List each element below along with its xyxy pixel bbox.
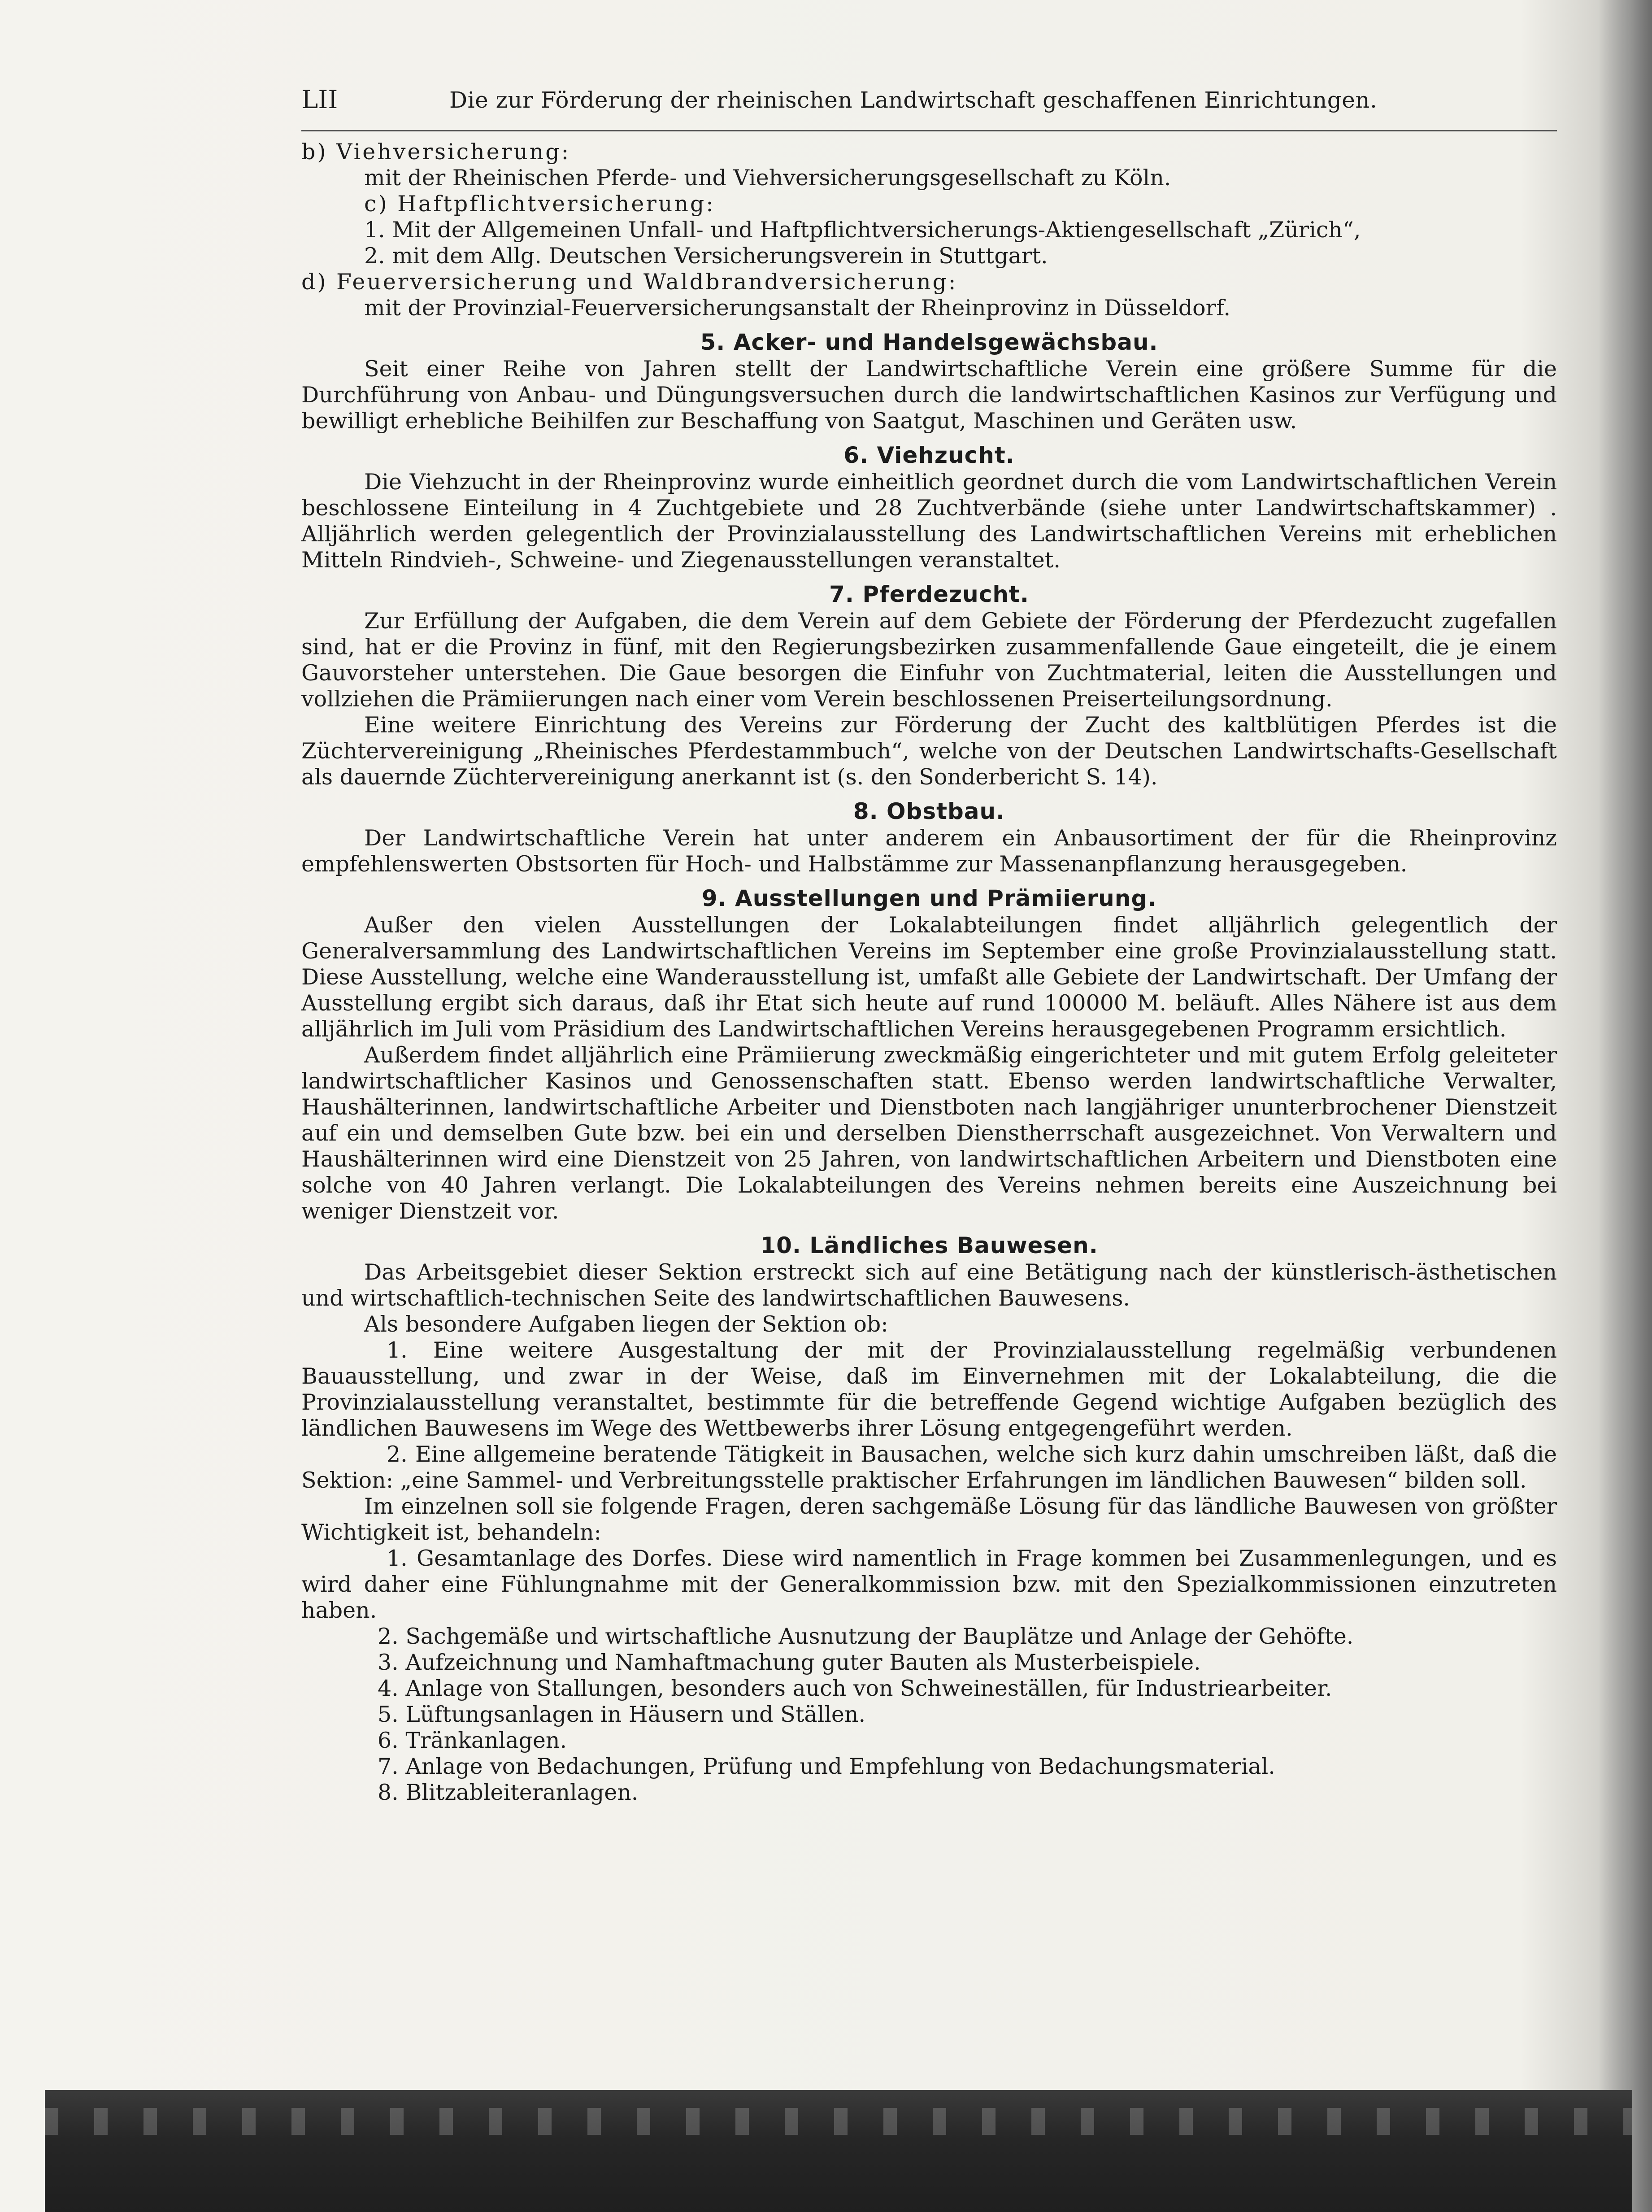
question-item-7: 7. Anlage von Bedachungen, Prüfung und Empfehlung von Bedachungsmaterial. bbox=[378, 1754, 1275, 1779]
insurance-list bbox=[301, 139, 1557, 321]
section-10-questions bbox=[301, 1546, 1557, 1806]
section-9-paragraph-2: Außerdem findet alljährlich eine Prämiierung zweckmäßig eingerichteter und mit gutem Erfolg geleiteter landwirtschaftlicher Kasinos und Genossenschaften statt. Ebenso werden landwirtschaftliche Verwalter, Haushälterinnen, landwirtschaftliche Arbeiter und Dienstboten nach langjähriger ununterbrochener Dienstzeit auf ein und demselben Gute bzw. bei ein und derselben Dienstherrschaft ausgezeichnet. Von Verwaltern und Haushälterinnen wird eine Dienstzeit von 25 Jahren, von landwirtschaftlichen Arbeitern und Dienstboten eine solche von 40 Jahren verlangt. Die Lokalabteilungen des Vereins nehmen bereits eine Auszeichnung bei weniger Dienstzeit vor. bbox=[301, 1042, 1557, 1224]
section-5-heading: 5. Acker- und Handelsgewächsbau. bbox=[700, 329, 1158, 355]
section-10-paragraph-2: Als besondere Aufgaben liegen der Sektion ob: bbox=[364, 1311, 888, 1337]
section-9-heading: 9. Ausstellungen und Prämiierung. bbox=[701, 885, 1157, 911]
section-7-heading: 7. Pferdezucht. bbox=[829, 581, 1029, 607]
insurance-c-item-1: 1. Mit der Allgemeinen Unfall- und Haftpflichtversicherungs-Aktiengesellschaft „Zürich“, bbox=[364, 217, 1361, 243]
question-item-2: 2. Sachgemäße und wirtschaftliche Ausnutzung der Bauplätze und Anlage der Gehöfte. bbox=[378, 1624, 1354, 1649]
task-item-2: 2. Eine allgemeine beratende Tätigkeit in Bausachen, welche sich kurz dahin umschreiben läßt, daß die Sektion: „eine Sammel- und Verbreitungsstelle praktischer Erfahrungen im ländlichen Bauwesen“ bilden soll. bbox=[301, 1441, 1557, 1493]
page-edge-shadow bbox=[1598, 0, 1652, 2212]
section-8-paragraph: Der Landwirtschaftliche Verein hat unter anderem ein Anbausortiment der für die Rheinprovinz empfehlenswerten Obstsorten für Hoch- und Halbstämme zur Massenanpflanzung herausgegeben. bbox=[301, 825, 1557, 877]
question-item-8: 8. Blitzableiteranlagen. bbox=[378, 1780, 639, 1805]
section-5-paragraph: Seit einer Reihe von Jahren stellt der Landwirtschaftliche Verein eine größere Summe für die Durchführung von Anbau- und Düngungsversuchen durch die landwirtschaftlichen Kasinos zur Verfügung und bewilligt erhebliche Beihilfen zur Beschaffung von Saatgut, Maschinen und Geräten usw. bbox=[301, 356, 1557, 434]
question-item-3: 3. Aufzeichnung und Namhaftmachung guter Bauten als Musterbeispiele. bbox=[378, 1650, 1201, 1675]
section-6-heading: 6. Viehzucht. bbox=[843, 442, 1015, 468]
question-item-4: 4. Anlage von Stallungen, besonders auch von Schweineställen, für Industriearbeiter. bbox=[378, 1676, 1332, 1701]
scan-bottom-noise bbox=[45, 2108, 1632, 2135]
page-body bbox=[301, 139, 1557, 1806]
section-9-paragraph-1: Außer den vielen Ausstellungen der Lokalabteilungen findet alljährlich gelegentlich der Generalversammlung des Landwirtschaftlichen Vereins im September eine große Provinzialausstellung statt. Diese Ausstellung, welche eine Wanderausstellung ist, umfaßt alle Gebiete der Landwirtschaft. Der Umfang der Ausstellung ergibt sich daraus, daß ihr Etat sich heute auf rund 100000 M. beläuft. Alles Nähere ist aus dem alljährlich im Juli vom Präsidium des Landwirtschaftlichen Vereins herausgegebenen Programm ersichtlich. bbox=[301, 912, 1557, 1042]
question-item-1: 1. Gesamtanlage des Dorfes. Diese wird namentlich in Frage kommen bei Zusammenlegungen, und es wird daher eine Fühlungnahme mit der Generalkommission bzw. mit den Spezialkommissionen einzutreten haben. bbox=[301, 1546, 1557, 1623]
question-item-5: 5. Lüftungsanlagen in Häusern und Ställen. bbox=[378, 1702, 866, 1727]
insurance-d-label: d) Feuerversicherung und Waldbrandversicherung: bbox=[301, 269, 958, 295]
insurance-b-text: mit der Rheinischen Pferde- und Viehversicherungsgesellschaft zu Köln. bbox=[364, 165, 1171, 191]
section-6-paragraph: Die Viehzucht in der Rheinprovinz wurde einheitlich geordnet durch die vom Landwirtschaftlichen Verein beschlossene Einteilung in 4 Zuchtgebiete und 28 Zuchtverbände (siehe unter Landwirtschaftskammer) . Alljährlich werden gelegentlich der Provinzialausstellung des Landwirtschaftlichen Vereins mit erheblichen Mitteln Rindvieh-, Schweine- und Ziegenausstellungen veranstaltet. bbox=[301, 469, 1557, 573]
section-7-paragraph-2: Eine weitere Einrichtung des Vereins zur Förderung der Zucht des kaltblütigen Pferdes ist die Züchtervereinigung „Rheinisches Pferdestammbuch“, welche von der Deutschen Landwirtschafts-Gesellschaft als dauernde Züchtervereinigung anerkannt ist (s. den Sonderbericht S. 14). bbox=[301, 712, 1557, 790]
page-number: LII bbox=[301, 85, 338, 114]
section-10-tasks bbox=[301, 1337, 1557, 1494]
question-item-6: 6. Tränkanlagen. bbox=[378, 1728, 567, 1753]
running-header bbox=[301, 85, 1539, 121]
header-rule bbox=[301, 130, 1557, 131]
task-item-1: 1. Eine weitere Ausgestaltung der mit der Provinzialausstellung regelmäßig verbundenen Bauausstellung, und zwar in der Weise, daß im Einvernehmen mit der Lokalabteilung, die die Provinzialausstellung veranstaltet, bestimmte für die betreffende Gegend wichtige Aufgaben bezüglich des ländlichen Bauwesens im Wege des Wettbewerbs ihrer Lösung entgegengeführt werden. bbox=[301, 1337, 1557, 1441]
section-10-heading: 10. Ländliches Bauwesen. bbox=[760, 1232, 1098, 1258]
section-8-heading: 8. Obstbau. bbox=[853, 798, 1005, 824]
insurance-b-label: b) Viehversicherung: bbox=[301, 139, 571, 165]
insurance-c-item-2: 2. mit dem Allg. Deutschen Versicherungsverein in Stuttgart. bbox=[364, 243, 1048, 269]
running-title: Die zur Förderung der rheinischen Landwirtschaft geschaffenen Einrichtungen. bbox=[449, 87, 1378, 113]
section-10-paragraph-3: Im einzelnen soll sie folgende Fragen, deren sachgemäße Lösung für das ländliche Bauwesen von größter Wichtigkeit ist, behandeln: bbox=[301, 1494, 1557, 1545]
insurance-c-label: c) Haftpflichtversicherung: bbox=[364, 191, 715, 217]
section-7-paragraph-1: Zur Erfüllung der Aufgaben, die dem Verein auf dem Gebiete der Förderung der Pferdezucht zugefallen sind, hat er die Provinz in fünf, mit den Regierungsbezirken zusammenfallende Gaue eingeteilt, die je einem Gauvorsteher unterstehen. Die Gaue besorgen die Einfuhr von Zuchtmaterial, leiten die Ausstellungen und vollziehen die Prämiierungen nach einer vom Verein beschlossenen Preiserteilungsordnung. bbox=[301, 608, 1557, 712]
section-10-paragraph-1: Das Arbeitsgebiet dieser Sektion erstreckt sich auf eine Betätigung nach der künstlerisch-ästhetischen und wirtschaftlich-technischen Seite des landwirtschaftlichen Bauwesens. bbox=[301, 1259, 1557, 1311]
insurance-d-text: mit der Provinzial-Feuerversicherungsanstalt der Rheinprovinz in Düsseldorf. bbox=[364, 295, 1231, 321]
